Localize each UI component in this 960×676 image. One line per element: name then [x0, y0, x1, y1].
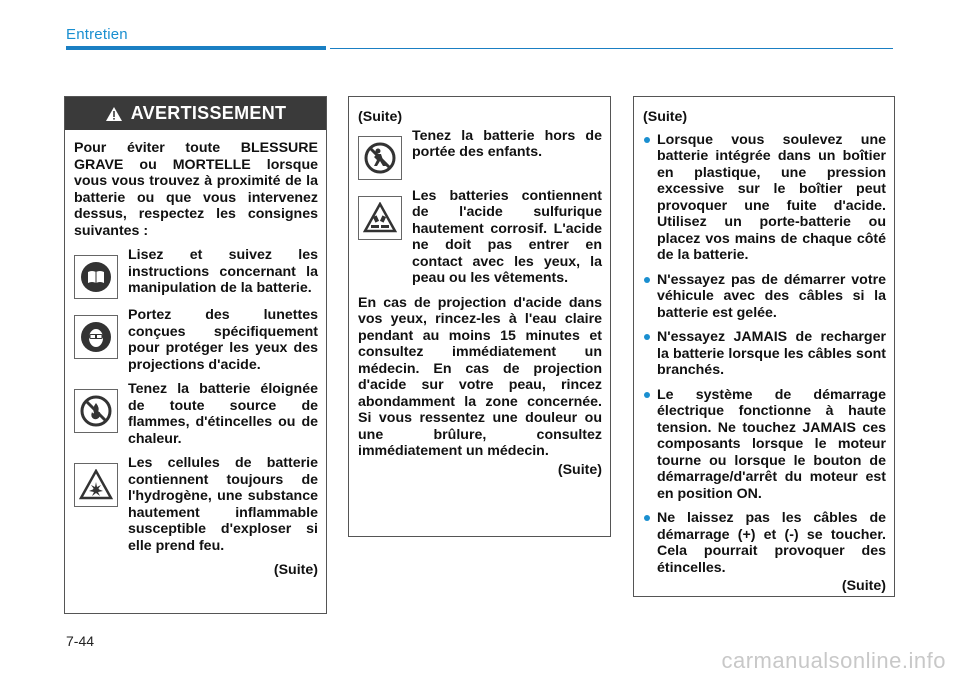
- continued-label: (Suite): [841, 578, 886, 594]
- warning-title: AVERTISSEMENT: [130, 103, 287, 124]
- list-item: [358, 188, 602, 287]
- acid-text: Les batteries contiennent de l'acide sulfurique hautement corrosif. L'acide ne doit pas entrer en contact avec les yeux, la peau ou les vêtements.: [412, 187, 602, 286]
- explosion-text: Les cellules de batterie contiennent toujours de l'hydrogène, une substance hautement inflammable susceptible d'exploser si elle prend feu.: [128, 455, 318, 554]
- keep-away-children-icon: [358, 136, 402, 180]
- list-item: [358, 128, 602, 180]
- explosion-warning-icon: [74, 463, 118, 507]
- continued-box-2: [348, 96, 611, 537]
- corrosive-acid-icon: [358, 196, 402, 240]
- warning-triangle-icon: [105, 106, 123, 122]
- warning-box: [64, 96, 327, 614]
- list-item: Lorsque vous soulevez une batterie intégrée dans un boîtier en plastique, une pression excessive sur le boîtier peut provoquer une fuite d'acide. Utilisez un porte-batterie ou placez vos mains de chaque côté de la batterie.: [643, 132, 886, 264]
- header-rule-thick: [66, 46, 326, 50]
- no-flame-text: Tenez la batterie éloignée de toute source de flammes, d'étincelles ou de chaleur.: [128, 381, 318, 447]
- watermark: carmanualsonline.info: [721, 648, 946, 673]
- continued-label: (Suite): [273, 562, 318, 578]
- list-item: [74, 247, 318, 299]
- list-item: [74, 307, 318, 373]
- first-aid-paragraph: En cas de projection d'acide dans vos yeux, rincez-les à l'eau claire pendant au moins 15 minutes et consultez immédiatement un médecin. En cas de projection d'acide sur votre peau, rincez abondamment la zone concernée. Si vous ressentez une douleur ou une brûlure, consultez immédiatement un médecin.: [358, 294, 602, 459]
- list-item: [74, 381, 318, 447]
- bullet-list: [643, 132, 886, 577]
- section-title: Entretien: [66, 26, 128, 43]
- no-flame-icon: [74, 389, 118, 433]
- continued-box-3: [633, 96, 895, 597]
- page-number: 7-44: [66, 633, 95, 649]
- safety-goggles-icon: [74, 315, 118, 359]
- continued-top-label: (Suite): [358, 109, 403, 125]
- warning-header: [65, 97, 326, 130]
- continued-top-label: (Suite): [643, 109, 688, 125]
- list-item: Le système de démarrage électrique fonctionne à haute tension. Ne touchez JAMAIS ces composants lorsque le moteur tourne ou lorsque le bouton de démarrage/d'arrêt du moteur est en position ON.: [643, 387, 886, 503]
- book-icon: [74, 255, 118, 299]
- header-rule-thin: [330, 48, 893, 49]
- goggles-text: Portez des lunettes conçues spécifiquement pour protéger les yeux des projections d'acide.: [128, 307, 318, 373]
- list-item: [74, 455, 318, 554]
- warning-intro: Pour éviter toute BLESSURE GRAVE ou MORTELLE lorsque vous vous trouvez à proximité de la batterie ou que vous intervenez dessus, respectez les consignes suivantes :: [74, 140, 318, 239]
- children-text: Tenez la batterie hors de portée des enfants.: [412, 127, 602, 160]
- list-item: Ne laissez pas les câbles de démarrage (+) et (-) se toucher. Cela pourrait provoquer des étincelles.: [643, 510, 886, 576]
- list-item: N'essayez pas de démarrer votre véhicule avec des câbles si la batterie est gelée.: [643, 272, 886, 322]
- continued-label: (Suite): [557, 461, 602, 478]
- list-item: N'essayez JAMAIS de recharger la batterie lorsque les câbles sont branchés.: [643, 329, 886, 379]
- instruction-text: Lisez et suivez les instructions concernant la manipulation de la batterie.: [128, 247, 318, 296]
